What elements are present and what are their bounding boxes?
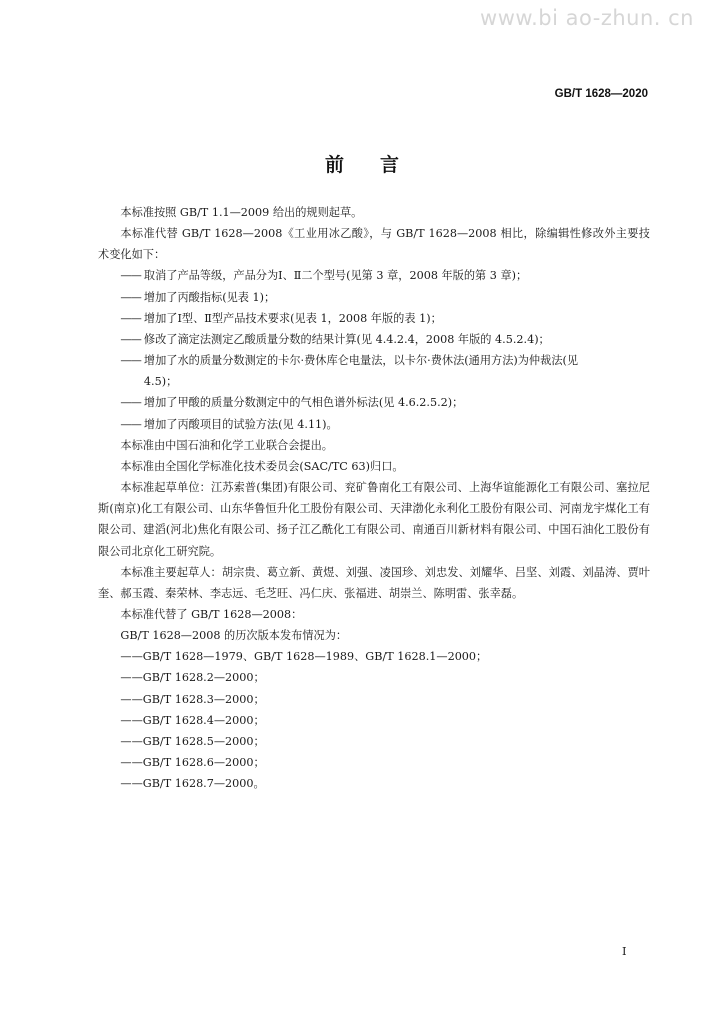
paragraph-replacement: 本标准代替 GB/T 1628—2008《工业用冰乙酸》，与 GB/T 1628—2008 相比，除编辑性修改外主要技术变化如下： <box>98 227 650 262</box>
list-item-text: 修改了滴定法测定乙酸质量分数的结果计算(见 4.4.2.4，2008 年版的 4.5.2.4)； <box>143 332 550 346</box>
list-item <box>98 392 650 413</box>
dash: —— <box>120 332 141 346</box>
foreword-body <box>98 202 650 794</box>
list-item-text: 4.5)； <box>143 375 178 389</box>
paragraph-drafters: 本标准主要起草人：胡宗贵、葛立新、黄煜、刘强、凌国珍、刘忠发、刘耀华、吕坚、刘霞、刘晶涛、贾叶奎、郝玉霞、秦荣林、李志远、毛芝旺、冯仁庆、张福进、胡崇兰、陈明雷、张幸磊。 <box>98 565 650 600</box>
list-item-text: 取消了产品等级，产品分为Ⅰ、Ⅱ二个型号(见第 3 章，2008 年版的第 3 章)； <box>143 269 528 283</box>
history-item: ——GB/T 1628.2—2000； <box>120 671 265 685</box>
dash: —— <box>120 269 141 283</box>
dash: —— <box>120 354 141 368</box>
paragraph-drafting-rules: 本标准按照 GB/T 1.1—2009 给出的规则起草。 <box>120 206 363 219</box>
history-list <box>98 646 650 794</box>
watermark: www.bi ao-zhun. cn <box>480 6 694 30</box>
dash: —— <box>120 311 141 325</box>
changes-list <box>98 265 650 434</box>
history-item: ——GB/T 1628.4—2000； <box>120 713 265 727</box>
list-item <box>98 414 650 435</box>
list-item <box>98 308 650 329</box>
standard-code: GB/T 1628—2020 <box>554 88 648 100</box>
paragraph-history-intro: GB/T 1628—2008 的历次版本发布情况为： <box>120 629 348 643</box>
history-item: ——GB/T 1628.7—2000。 <box>120 777 265 791</box>
list-item <box>98 287 650 308</box>
dash: —— <box>120 417 141 431</box>
paragraph-proposer: 本标准由中国石油和化学工业联合会提出。 <box>120 438 333 452</box>
page-title: 前言 <box>324 154 435 176</box>
paragraph-committee: 本标准由全国化学标准化技术委员会(SAC/TC 63)归口。 <box>120 459 404 473</box>
list-item-text: 增加了丙酸指标(见表 1)； <box>143 290 276 304</box>
dash: —— <box>120 290 141 304</box>
list-item-text: 增加了丙酸项目的试验方法(见 4.11)。 <box>143 417 338 431</box>
history-item: ——GB/T 1628.5—2000； <box>120 734 265 748</box>
list-item <box>98 265 650 286</box>
paragraph-superseded: 本标准代替了 GB/T 1628—2008： <box>120 607 303 621</box>
list-item <box>98 329 650 350</box>
list-item-continuation <box>98 371 650 392</box>
list-item-text: 增加了Ⅰ型、Ⅱ型产品技术要求(见表 1，2008 年版的表 1)； <box>143 311 442 325</box>
history-item: ——GB/T 1628—1979、GB/T 1628—1989、GB/T 1628.1—2000； <box>120 650 488 664</box>
page-number: I <box>622 944 627 958</box>
list-item <box>98 350 650 371</box>
list-item-text: 增加了水的质量分数测定的卡尔·费休库仑电量法，以卡尔·费休法(通用方法)为仲裁法(见 <box>143 354 579 368</box>
dash: —— <box>120 396 141 410</box>
history-item: ——GB/T 1628.6—2000； <box>120 756 265 770</box>
history-item: ——GB/T 1628.3—2000； <box>120 692 265 706</box>
list-item-text: 增加了甲酸的质量分数测定中的气相色谱外标法(见 4.6.2.5.2)； <box>143 396 464 410</box>
paragraph-drafting-units: 本标准起草单位：江苏索普(集团)有限公司、兖矿鲁南化工有限公司、上海华谊能源化工有限公司、塞拉尼斯(南京)化工有限公司、山东华鲁恒升化工股份有限公司、天津渤化永利化工股份有限公司、河南龙宇煤化工有限公司、建滔(河北)焦化有限公司、扬子江乙酰化工有限公司、南通百川新材料有限公司、中国石油化工股份有限公司北京化工研究院。 <box>98 481 650 558</box>
